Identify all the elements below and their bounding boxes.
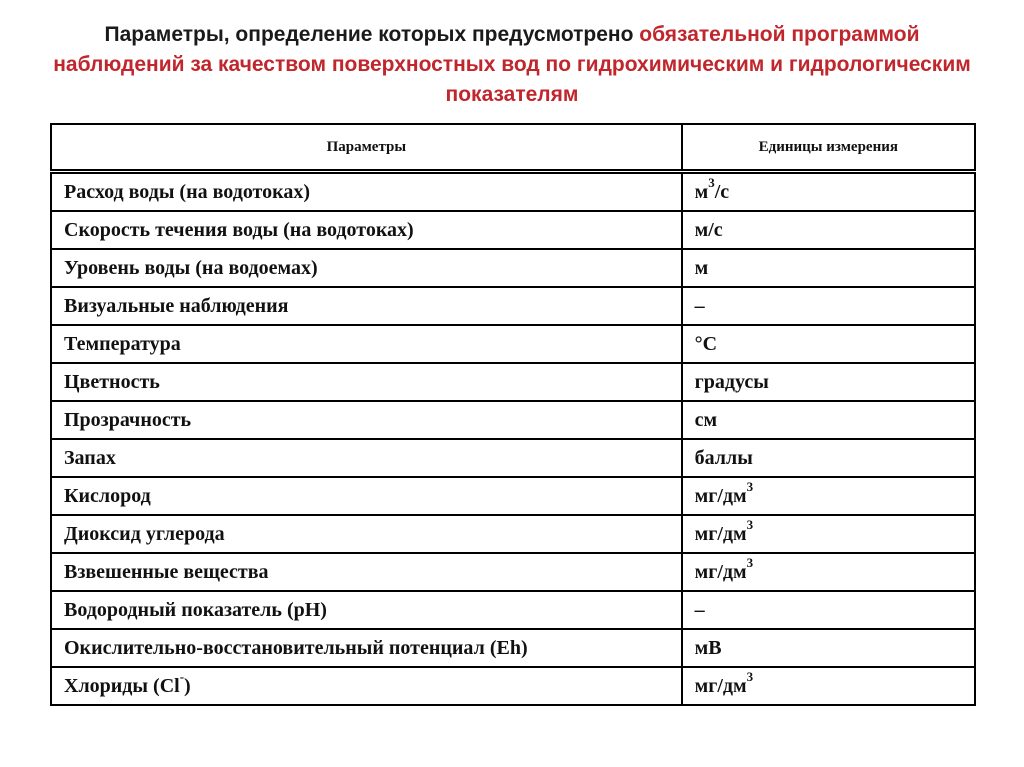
header-units: Единицы измерения bbox=[682, 124, 975, 172]
table-row bbox=[51, 325, 975, 363]
unit-cell bbox=[682, 629, 975, 667]
table-row bbox=[51, 439, 975, 477]
unit-cell bbox=[682, 211, 975, 249]
unit-superscript: 3 bbox=[746, 555, 754, 571]
unit-cell bbox=[682, 325, 975, 363]
unit-text: мг/дм bbox=[694, 561, 747, 583]
parameter-cell bbox=[51, 515, 682, 553]
parameter-cell bbox=[51, 667, 682, 705]
unit-text: – bbox=[694, 599, 705, 621]
parameter-text: Цветность bbox=[64, 371, 160, 393]
parameter-cell bbox=[51, 287, 682, 325]
unit-cell bbox=[682, 477, 975, 515]
unit-text: мг/дм bbox=[694, 675, 747, 697]
unit-cell bbox=[682, 172, 975, 212]
parameter-text: Водородный показатель (pH) bbox=[64, 599, 327, 621]
table-row bbox=[51, 287, 975, 325]
title-text: Параметры, определение которых предусмотрено bbox=[104, 23, 634, 46]
unit-cell bbox=[682, 363, 975, 401]
parameter-cell bbox=[51, 629, 682, 667]
parameter-cell bbox=[51, 439, 682, 477]
unit-cell bbox=[682, 515, 975, 553]
parameter-text: Запах bbox=[64, 447, 116, 469]
unit-text: баллы bbox=[694, 447, 753, 469]
unit-cell bbox=[682, 401, 975, 439]
unit-text: мг/дм bbox=[694, 485, 747, 507]
table-row bbox=[51, 553, 975, 591]
unit-text: °С bbox=[694, 333, 718, 355]
parameter-text: Расход воды (на водотоках) bbox=[64, 181, 310, 203]
table-row bbox=[51, 172, 975, 212]
table-row bbox=[51, 629, 975, 667]
unit-cell bbox=[682, 553, 975, 591]
slide-title bbox=[40, 20, 984, 110]
parameter-cell bbox=[51, 172, 682, 212]
unit-suffix: /с bbox=[714, 181, 730, 203]
table-body bbox=[51, 172, 975, 706]
unit-text: – bbox=[694, 295, 705, 317]
unit-superscript: 3 bbox=[746, 479, 754, 495]
parameter-cell bbox=[51, 211, 682, 249]
parameter-text: Хлориды (Cl bbox=[64, 675, 180, 697]
unit-text: мВ bbox=[694, 637, 722, 659]
table-row bbox=[51, 363, 975, 401]
parameter-text: Прозрачность bbox=[64, 409, 192, 431]
parameter-text: Кислород bbox=[64, 485, 151, 507]
table-row bbox=[51, 249, 975, 287]
parameter-text: Скорость течения воды (на водотоках) bbox=[64, 219, 414, 241]
parameter-superscript: - bbox=[179, 669, 185, 685]
parameter-suffix: ) bbox=[184, 675, 191, 697]
parameter-cell bbox=[51, 591, 682, 629]
unit-superscript: 3 bbox=[746, 517, 754, 533]
unit-cell bbox=[682, 287, 975, 325]
title-accent-text: обязательной программой наблюдений за качеством поверхностных вод по гидрохимическим и гидрологическим показателям bbox=[53, 23, 971, 106]
unit-text: см bbox=[694, 409, 718, 431]
unit-text: м bbox=[694, 257, 709, 279]
table-row bbox=[51, 401, 975, 439]
unit-superscript: 3 bbox=[746, 669, 754, 685]
parameter-text: Уровень воды (на водоемах) bbox=[64, 257, 318, 279]
parameter-cell bbox=[51, 477, 682, 515]
table-row bbox=[51, 211, 975, 249]
parameter-cell bbox=[51, 401, 682, 439]
header-parameters: Параметры bbox=[51, 124, 682, 172]
parameter-text: Температура bbox=[64, 333, 181, 355]
table-row bbox=[51, 477, 975, 515]
parameter-text: Взвешенные вещества bbox=[64, 561, 269, 583]
parameter-cell bbox=[51, 363, 682, 401]
unit-cell bbox=[682, 591, 975, 629]
unit-cell bbox=[682, 667, 975, 705]
table-row bbox=[51, 515, 975, 553]
unit-cell bbox=[682, 439, 975, 477]
parameter-text: Диоксид углерода bbox=[64, 523, 225, 545]
unit-text: м/с bbox=[694, 219, 723, 241]
unit-text: мг/дм bbox=[694, 523, 747, 545]
table-header-row bbox=[51, 124, 975, 172]
unit-text: м bbox=[694, 181, 709, 203]
parameter-text: Окислительно-восстановительный потенциал (Eh) bbox=[64, 637, 528, 659]
unit-cell bbox=[682, 249, 975, 287]
parameter-cell bbox=[51, 249, 682, 287]
table-row bbox=[51, 667, 975, 705]
parameters-table bbox=[50, 123, 976, 706]
table-row bbox=[51, 591, 975, 629]
unit-superscript: 3 bbox=[708, 175, 715, 191]
unit-text: градусы bbox=[694, 371, 769, 393]
parameter-cell bbox=[51, 553, 682, 591]
parameter-cell bbox=[51, 325, 682, 363]
parameter-text: Визуальные наблюдения bbox=[64, 295, 289, 317]
